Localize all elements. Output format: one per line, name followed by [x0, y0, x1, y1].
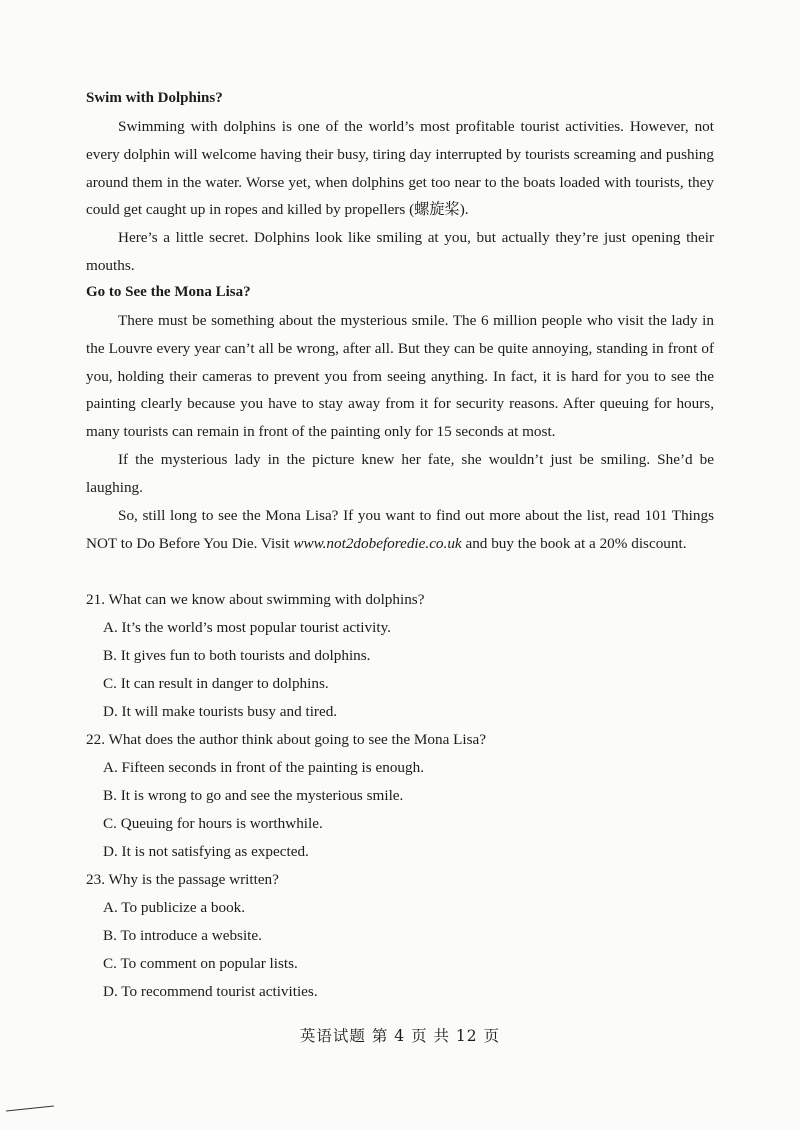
paragraph-dolphins-2: Here’s a little secret. Dolphins look like smiling at you, but actually they’re just opening their mouths.: [86, 229, 714, 274]
question-23-option-d: D. To recommend tourist activities.: [103, 983, 318, 1000]
paragraph-mona-lisa-1: There must be something about the mysterious smile. The 6 million people who visit the lady in the Louvre every year can’t all be wrong, after all. But they can be quite annoying, standing in front of you, holding their cameras to prevent you from seeing anything. In fact, it is hard for you to see the painting clearly because you have to stay away from it for security reasons. After queuing for hours, many tourists can remain in front of the painting only for 15 seconds at most.: [86, 312, 714, 441]
question-21-option-a: A. It’s the world’s most popular tourist activity.: [103, 619, 391, 636]
paragraph-closing: [86, 502, 714, 558]
question-22-option-d: D. It is not satisfying as expected.: [103, 843, 309, 860]
closing-text-after: and buy the book at a 20% discount.: [461, 534, 687, 552]
question-23: 23. Why is the passage written?: [86, 871, 279, 888]
question-22-option-c: C. Queuing for hours is worthwhile.: [103, 815, 323, 832]
question-22-option-b: B. It is wrong to go and see the mysterious smile.: [103, 787, 404, 804]
question-23-option-b: B. To introduce a website.: [103, 927, 262, 944]
section-heading-mona-lisa: Go to See the Mona Lisa?: [86, 284, 251, 300]
question-21: 21. What can we know about swimming with dolphins?: [86, 591, 425, 608]
website-url: www.not2dobeforedie.co.uk: [293, 534, 462, 552]
question-23-option-c: C. To comment on popular lists.: [103, 955, 298, 972]
question-23-option-a: A. To publicize a book.: [103, 899, 246, 916]
question-22: 22. What does the author think about going to see the Mona Lisa?: [86, 731, 486, 748]
closing-text-before: So, still long to see the Mona Lisa? If you want to find out more about the list, read 101 Things NOT to Do Before You Die. Visit: [86, 507, 714, 552]
question-21-option-d: D. It will make tourists busy and tired.: [103, 703, 338, 720]
scan-mark: [6, 1105, 54, 1111]
question-22-option-a: A. Fifteen seconds in front of the painting is enough.: [103, 759, 424, 776]
section-heading-dolphins: Swim with Dolphins?: [86, 90, 223, 106]
question-21-option-b: B. It gives fun to both tourists and dolphins.: [103, 647, 371, 664]
paragraph-dolphins-1: Swimming with dolphins is one of the world’s most profitable tourist activities. However, not every dolphin will welcome having their busy, tiring day interrupted by tourists screaming and pushing around them in the water. Worse yet, when dolphins get too near to the boats loaded with tourists, they could get caught up in ropes and killed by propellers (螺旋桨).: [86, 118, 714, 219]
question-21-option-c: C. It can result in danger to dolphins.: [103, 675, 329, 692]
paragraph-mona-lisa-2: If the mysterious lady in the picture knew her fate, she wouldn’t just be smiling. She’d be laughing.: [86, 451, 714, 496]
page-footer: 英语试题 第 4 页 共 12 页: [299, 1027, 501, 1045]
